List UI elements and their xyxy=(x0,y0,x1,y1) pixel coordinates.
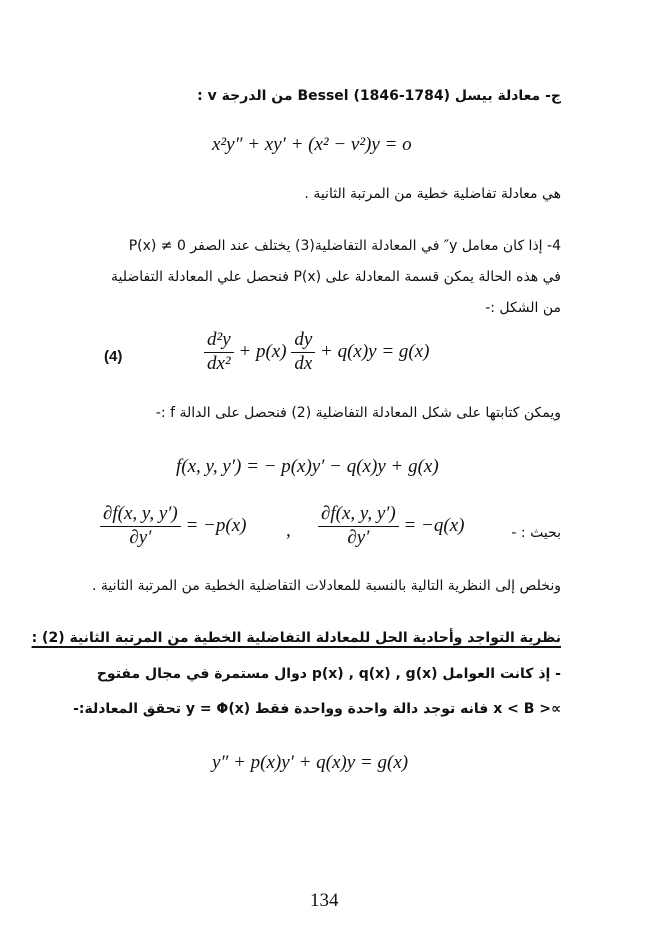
fraction-numerator: ∂f(x, y, y′) xyxy=(100,504,181,527)
where-label: بحيث : - xyxy=(511,525,561,541)
fraction-denominator: ∂y′ xyxy=(347,526,370,548)
theorem-equation: y″ + p(x)y′ + q(x)y = g(x) xyxy=(212,752,409,773)
bessel-heading: ج- معادلة بيسل Bessel (1846-1784) من الدرجة v : xyxy=(197,88,561,104)
partials-comma: , xyxy=(286,520,291,541)
conclusion-text: ونخلص إلى النظرية التالية بالنسبة للمعادلات التفاضلية الخطية من المرتبة الثانية . xyxy=(91,578,561,594)
fraction-denominator: dx² xyxy=(207,352,231,374)
theorem-title: نظرية التواجد وأحادية الحل للمعادلة التفاضلية الخطية من المرتبة الثانية (2) : xyxy=(31,630,561,646)
equation-number: (4) xyxy=(104,348,123,365)
item4-line3: من الشكل :- xyxy=(485,300,561,316)
fraction-numerator: ∂f(x, y, y′) xyxy=(318,504,399,527)
theorem-line2: ∝< x < B فانه توجد دالة واحدة وواحدة فقط y = Φ(x) تحقق المعادلة:- xyxy=(73,701,561,717)
fraction-denominator: dx xyxy=(294,352,313,374)
equation-4-rest: + q(x)y = g(x) xyxy=(320,340,430,362)
bessel-equation: x²y″ + xy′ + (x² − v²)y = o xyxy=(212,134,412,155)
partial-fraction xyxy=(100,504,181,549)
partial-q xyxy=(318,504,464,549)
equation-4 xyxy=(204,330,430,375)
theorem-line1: - إذ كانت العوامل p(x) , q(x) , g(x) دوال مستمرة في مجال مفتوح xyxy=(96,666,561,682)
d2y-dx2-fraction xyxy=(204,330,234,375)
equation-4-middle: + p(x) xyxy=(238,340,287,362)
item4-line1: 4- إذا كان معامل y″ في المعادلة التفاضلية(3) يختلف عند الصفر P(x) ≠ 0 xyxy=(128,238,561,254)
function-f-equation: f(x, y, y′) = − p(x)y′ − q(x)y + g(x) xyxy=(176,456,439,477)
bessel-description: هي معادلة تفاضلية خطية من المرتبة الثانية . xyxy=(304,186,561,202)
dy-dx-fraction xyxy=(291,330,315,375)
fraction-numerator: dy xyxy=(291,330,315,353)
partial-rhs: = −q(x) xyxy=(403,514,465,536)
partial-fraction xyxy=(318,504,399,549)
partial-rhs: = −p(x) xyxy=(185,514,247,536)
fraction-denominator: ∂y′ xyxy=(129,526,152,548)
page-number: 134 xyxy=(310,890,339,911)
partial-p xyxy=(100,504,246,549)
fraction-numerator: d²y xyxy=(204,330,234,353)
function-f-intro: ويمكن كتابتها على شكل المعادلة التفاضلية (2) فنحصل على الدالة f :- xyxy=(155,405,561,421)
item4-line2: في هذه الحالة يمكن قسمة المعادلة على P(x) فنحصل علي المعادلة التفاضلية xyxy=(111,269,561,285)
